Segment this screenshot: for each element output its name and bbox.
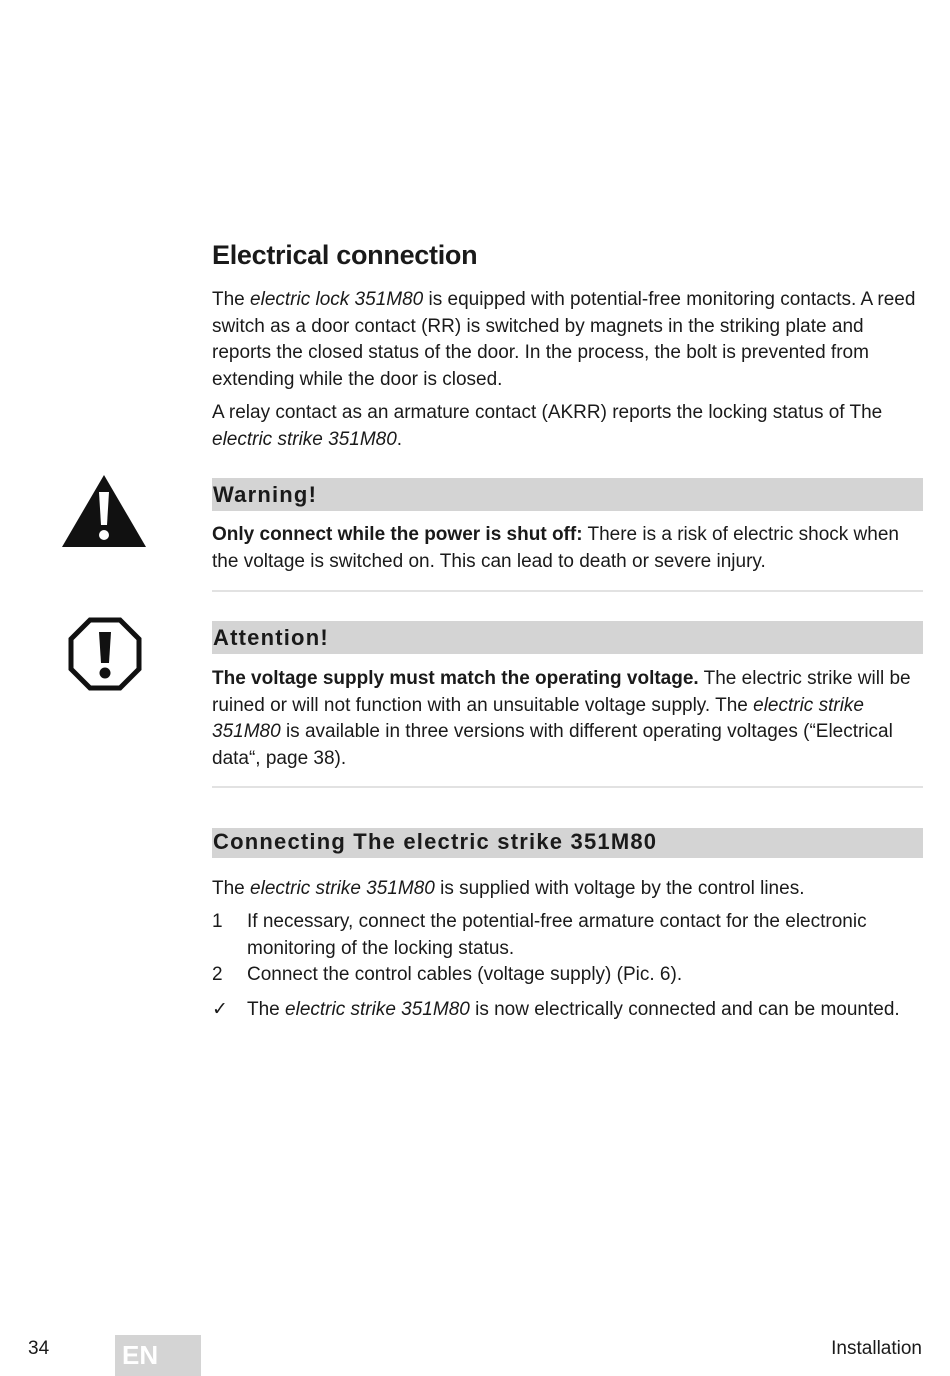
- warning-text: Only connect while the power is shut off: There is a risk of electric shock when the voltage is switched on. This can lead to death or severe injury.: [212, 524, 899, 572]
- connecting-intro: The electric strike 351M80 is supplied with voltage by the control lines.: [212, 878, 805, 899]
- result-line: ✓ The electric strike 351M80 is now electrically connected and can be mounted.: [212, 997, 924, 1024]
- steps-list: [212, 909, 924, 989]
- step-item: [212, 962, 924, 989]
- warning-title: Warning!: [212, 478, 923, 511]
- connecting-title: Connecting The electric strike 351M80: [212, 828, 923, 858]
- step-item: [212, 909, 924, 962]
- intro-paragraph-1: The electric lock 351M80 is equipped with potential-free monitoring contacts. A reed switch as a door contact (RR) is switched by magnets in the striking plate and reports the closed status of the door. In the process, the bolt is prevented from extending while the door is closed.: [212, 289, 916, 390]
- attention-octagon-icon: [68, 617, 142, 691]
- intro-paragraph-2: A relay contact as an armature contact (AKRR) reports the locking status of The electric strike 351M80.: [212, 402, 883, 450]
- step-text: If necessary, connect the potential-free armature contact for the electronic monitoring of the locking status.: [247, 911, 867, 959]
- divider: [212, 786, 923, 788]
- step-number: 1: [212, 911, 223, 932]
- page-number: 34: [28, 1338, 50, 1359]
- step-number: 2: [212, 964, 223, 985]
- attention-text: The voltage supply must match the operating voltage. The electric strike will be ruined or will not function with an unsuitable voltage supply. The electric strike 351M80 is available in three versions with different operating voltages (“Electrical data“, page 38).: [212, 668, 911, 769]
- page-heading: Electrical connection: [212, 240, 478, 270]
- step-text: Connect the control cables (voltage supply) (Pic. 6).: [247, 964, 683, 985]
- divider: [212, 590, 923, 592]
- attention-title: Attention!: [212, 621, 923, 654]
- language-badge: EN: [115, 1335, 201, 1376]
- checkmark-icon: ✓: [212, 999, 228, 1020]
- section-label: Installation: [831, 1338, 922, 1359]
- warning-triangle-icon: [62, 475, 146, 549]
